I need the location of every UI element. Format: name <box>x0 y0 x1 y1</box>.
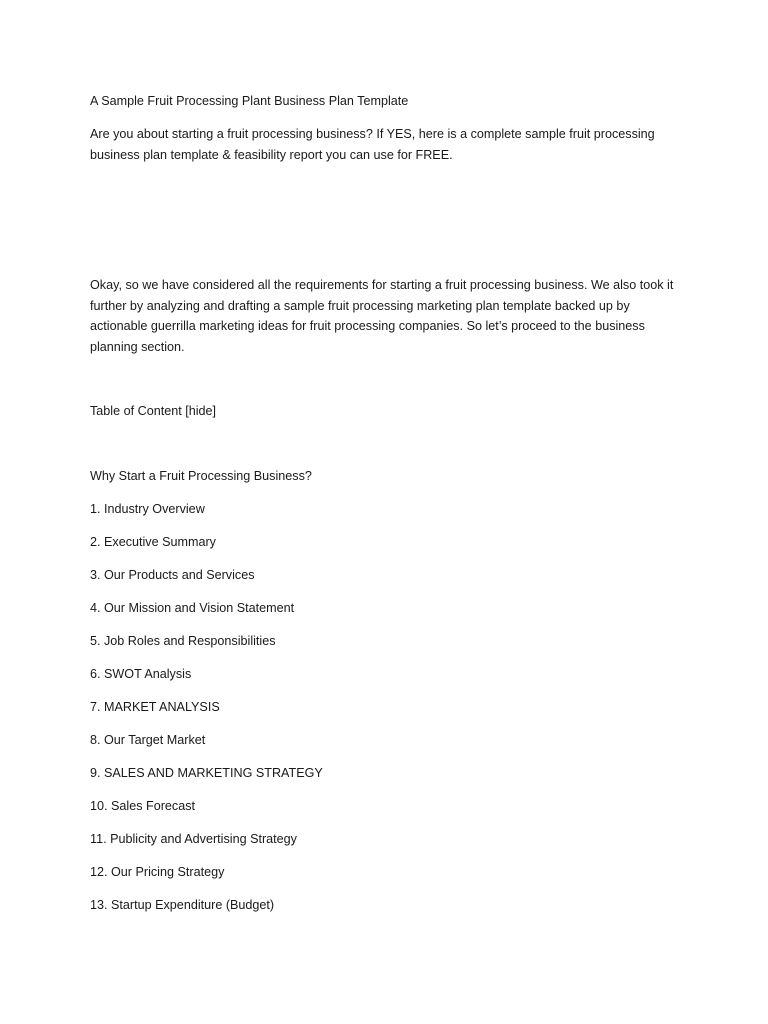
body-line: Okay, so we have considered all the requirements for starting a fruit processing business. We also took it <box>90 278 674 292</box>
intro-line: Are you about starting a fruit processing business? If YES, here is a complete sample fruit processing <box>90 127 655 141</box>
toc-item: Why Start a Fruit Processing Business? <box>90 469 312 483</box>
toc-item: 4. Our Mission and Vision Statement <box>90 601 295 615</box>
toc-item: 9. SALES AND MARKETING STRATEGY <box>90 766 323 780</box>
body-paragraph <box>90 275 690 357</box>
toc-item: 13. Startup Expenditure (Budget) <box>90 898 275 912</box>
toc-item: 1. Industry Overview <box>90 502 205 516</box>
body-line: actionable guerrilla marketing ideas for fruit processing companies. So let’s proceed to the business <box>90 319 645 333</box>
body-line: further by analyzing and drafting a sample fruit processing marketing plan template backed up by <box>90 298 630 313</box>
body-line: planning section. <box>90 339 185 354</box>
toc-item: 11. Publicity and Advertising Strategy <box>90 832 297 846</box>
toc-item: 2. Executive Summary <box>90 535 216 549</box>
toc-item: 7. MARKET ANALYSIS <box>90 700 220 714</box>
toc-item: 12. Our Pricing Strategy <box>90 865 225 879</box>
toc-item: 6. SWOT Analysis <box>90 667 192 681</box>
toc-item: 5. Job Roles and Responsibilities <box>90 634 276 648</box>
intro-paragraph <box>90 124 690 165</box>
toc-item: 3. Our Products and Services <box>90 568 255 582</box>
toc-item: 8. Our Target Market <box>90 733 206 747</box>
document-title: A Sample Fruit Processing Plant Business Plan Template <box>90 94 409 108</box>
toc-heading: Table of Content [hide] <box>90 404 217 418</box>
toc-item: 10. Sales Forecast <box>90 799 195 813</box>
intro-line: business plan template & feasibility report you can use for FREE. <box>90 147 453 162</box>
